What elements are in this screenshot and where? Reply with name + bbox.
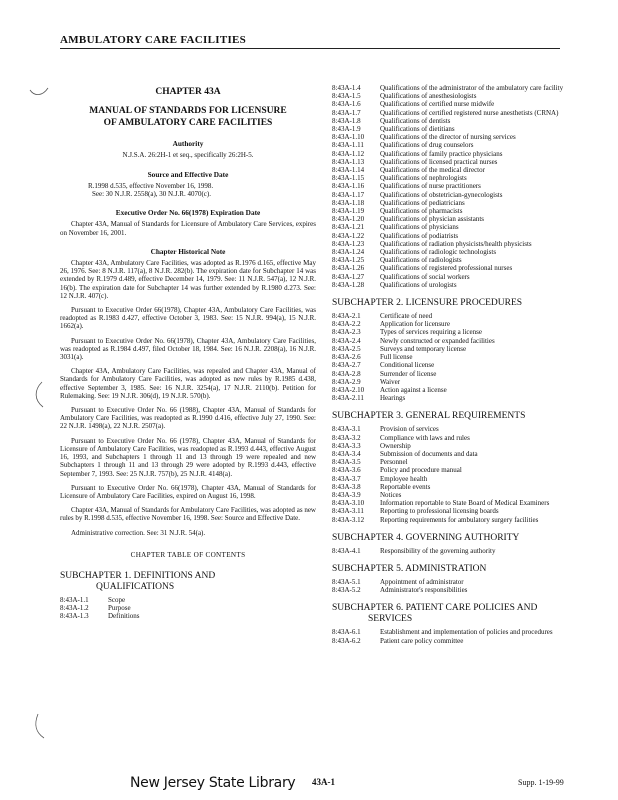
toc-row — [332, 425, 566, 433]
subchapter-6-heading-line-1: SUBCHAPTER 6. PATIENT CARE POLICIES AND — [332, 603, 538, 614]
scan-mark-1 — [28, 86, 52, 100]
toc-row — [332, 174, 566, 182]
section-title: Qualifications of the director of nursing services — [380, 133, 516, 142]
subchapter-3-list — [332, 425, 566, 523]
section-number: 8:43A-3.5 — [332, 458, 361, 467]
section-title: Definitions — [108, 612, 140, 621]
page-number: 43A-1 — [312, 777, 335, 787]
section-number: 8:43A-3.4 — [332, 449, 361, 458]
section-title: Qualifications of certified registered nurse anesthetists (CRNA) — [380, 108, 559, 117]
left-column — [60, 84, 316, 621]
chapter-number: CHAPTER 43A — [155, 87, 221, 97]
section-title: Purpose — [108, 604, 131, 613]
section-title: Qualifications of registered professional nurses — [380, 264, 513, 273]
section-number: 8:43A-1.12 — [332, 149, 365, 158]
history-paragraph: Pursuant to Executive Order No. 66 (1978), Chapter 43A, Manual of Standards for Licensure of Ambulatory Care Facilities, was readopted as R.1993 d.443, effective August 16, 1993, and Subchapters 1 through 11 and 13 through 19 were repealed and new Subchapters 1 through 11 and 13 through 29 were adopted by R.1993 d.443, effective September 7, 1993. See: 25 N.J.R. 757(b), 25 N.J.R. 4148(a). — [60, 436, 316, 478]
section-title: Qualifications of physician assistants — [380, 215, 485, 224]
toc-row — [332, 84, 566, 92]
source-text-line-2: See: 30 N.J.R. 2558(a), 30 N.J.R. 4070(c). — [92, 190, 211, 199]
section-number: 8:43A-1.24 — [332, 248, 365, 257]
toc-row — [332, 434, 566, 442]
right-column — [332, 84, 566, 645]
section-title: Qualifications of the medical director — [380, 166, 485, 175]
section-number: 8:43A-1.11 — [332, 141, 364, 150]
section-number: 8:43A-3.12 — [332, 515, 365, 524]
section-number: 8:43A-1.25 — [332, 256, 365, 265]
section-title: Qualifications of the administrator of the ambulatory care facility — [380, 84, 564, 92]
section-title: Types of services requiring a license — [380, 328, 482, 337]
toc-row — [332, 281, 566, 289]
subchapter-6-heading — [332, 603, 566, 625]
history-paragraph: Chapter 43A, Ambulatory Care Facilities, was adopted as R.1976 d.165, effective May 26, 1976. See: 8 N.J.R. 117(a), 8 N.J.R. 282(b). The expiration date for Subchapter 14 was extended by R.1979 d.489, effective December 14, 1979. See: 11 N.J.R. 547(a), 12 N.J.R. 16(b). The expiration date for Subchapter 14 was further extended by R.1980 d.273. See: 12 N.J.R. 407(c). — [60, 259, 316, 300]
section-number: 8:43A-1.16 — [332, 182, 365, 191]
toc-row — [332, 442, 566, 450]
subchapter-2-list — [332, 312, 566, 402]
section-title: Qualifications of dietitians — [380, 125, 455, 134]
toc-row — [332, 191, 566, 199]
section-number: 8:43A-2.10 — [332, 385, 365, 394]
section-title: Reporting to professional licensing boards — [380, 507, 499, 516]
toc-row — [332, 450, 566, 458]
toc-row — [332, 133, 566, 141]
subchapter-1-heading-line-1: SUBCHAPTER 1. DEFINITIONS AND — [60, 570, 216, 581]
section-title: Qualifications of pharmacists — [380, 207, 463, 216]
source-heading: Source and Effective Date — [147, 169, 229, 179]
subchapter-1-heading-line-2: QUALIFICATIONS — [96, 581, 175, 592]
toc-row — [332, 386, 566, 394]
section-title: Qualifications of nurse practitioners — [380, 182, 481, 191]
toc-row — [332, 378, 566, 386]
subchapter-4-heading: SUBCHAPTER 4. GOVERNING AUTHORITY — [332, 532, 520, 543]
section-number: 8:43A-6.1 — [332, 628, 361, 637]
section-title: Newly constructed or expanded facilities — [380, 336, 495, 345]
section-number: 8:43A-5.2 — [332, 586, 361, 595]
section-title: Establishment and implementation of policies and procedures — [380, 628, 553, 637]
toc-row — [332, 199, 566, 207]
section-title: Employee health — [380, 474, 428, 483]
history-paragraph: Chapter 43A, Ambulatory Care Facilities, was repealed and Chapter 43A, Manual of Standards for Ambulatory Care Facilities, was adopted as new rules by R.1985 d.438, effective September 3, 1985. See: 16 N.J.R. 3254(a), 17 N.J.R. 2110(b). Petition for Rulemaking. See: 19 N.J.R. 306(d), 19 N.J.R. 570(b). — [60, 367, 316, 400]
toc-list-left — [60, 596, 316, 621]
section-title: Conditional license — [380, 361, 435, 370]
section-title: Qualifications of anesthesiologists — [380, 92, 477, 101]
supplement-date: Supp. 1-19-99 — [518, 778, 564, 787]
toc-row — [332, 109, 566, 117]
section-number: 8:43A-1.20 — [332, 215, 365, 224]
section-number: 8:43A-1.28 — [332, 280, 365, 289]
toc-row — [332, 337, 566, 345]
toc-row — [332, 273, 566, 281]
subchapter-6-list — [332, 628, 566, 644]
toc-row — [332, 475, 566, 483]
toc-row — [332, 158, 566, 166]
section-number: 8:43A-2.11 — [332, 394, 364, 403]
section-title: Patient care policy committee — [380, 636, 464, 645]
section-number: 8:43A-2.6 — [332, 353, 361, 362]
section-number: 8:43A-2.8 — [332, 369, 361, 378]
subchapter-4-list — [332, 547, 566, 555]
scan-mark-3 — [30, 712, 48, 742]
toc-row — [332, 466, 566, 474]
chapter-title-line-2: OF AMBULATORY CARE FACILITIES — [103, 117, 273, 128]
section-title: Hearings — [380, 394, 406, 403]
library-stamp: New Jersey State Library — [130, 775, 296, 791]
section-number: 8:43A-1.9 — [332, 125, 361, 134]
section-title: Qualifications of radiation physicists/health physicists — [380, 239, 532, 248]
toc-row — [332, 345, 566, 353]
section-number: 8:43A-2.7 — [332, 361, 361, 370]
section-title: Policy and procedure manual — [380, 466, 462, 475]
toc-row — [60, 604, 316, 612]
section-title: Appointment of administrator — [380, 577, 464, 586]
section-title: Reporting requirements for ambulatory surgery facilities — [380, 515, 539, 524]
section-title: Qualifications of nephrologists — [380, 174, 467, 183]
subchapter-5-list — [332, 578, 566, 594]
source-text-line-1: R.1998 d.535, effective November 16, 1998. — [88, 181, 214, 190]
section-title: Qualifications of physicians — [380, 223, 459, 232]
section-title: Surveys and temporary license — [380, 344, 467, 353]
chapter-title-line-1: MANUAL OF STANDARDS FOR LICENSURE — [89, 106, 287, 117]
section-title: Certificate of need — [380, 312, 433, 321]
section-title: Qualifications of pediatricians — [380, 198, 465, 207]
section-title: Administrator's responsibilities — [380, 586, 468, 595]
section-number: 8:43A-2.2 — [332, 320, 361, 329]
subchapter-5-heading: SUBCHAPTER 5. ADMINISTRATION — [332, 563, 487, 574]
section-title: Qualifications of obstetrician-gynecologists — [380, 190, 503, 199]
section-number: 8:43A-3.7 — [332, 474, 361, 483]
section-number: 8:43A-2.5 — [332, 344, 361, 353]
subchapter-1-heading — [60, 571, 316, 593]
section-number: 8:43A-1.22 — [332, 231, 365, 240]
section-number: 8:43A-1.18 — [332, 198, 365, 207]
section-number: 8:43A-1.19 — [332, 207, 365, 216]
section-number: 8:43A-1.14 — [332, 166, 365, 175]
section-title: Qualifications of certified nurse midwife — [380, 100, 495, 109]
section-number: 8:43A-1.13 — [332, 157, 365, 166]
section-title: Ownership — [380, 441, 411, 450]
chapter-title — [60, 106, 316, 129]
subchapter-2-heading: SUBCHAPTER 2. LICENSURE PROCEDURES — [332, 298, 523, 309]
section-title: Notices — [380, 490, 402, 499]
section-number: 8:43A-1.5 — [332, 92, 361, 101]
toc-row — [332, 256, 566, 264]
section-number: 8:43A-1.6 — [332, 100, 361, 109]
toc-row — [60, 596, 316, 604]
executive-order-heading: Executive Order No. 66(1978) Expiration Date — [115, 208, 261, 218]
section-number: 8:43A-1.26 — [332, 264, 365, 273]
section-number: 8:43A-2.1 — [332, 312, 361, 321]
section-title: Qualifications of radiologic technologists — [380, 248, 497, 257]
section-title: Application for licensure — [380, 320, 450, 329]
section-title: Qualifications of dentists — [380, 116, 451, 125]
section-title: Qualifications of social workers — [380, 272, 470, 281]
section-number: 8:43A-1.15 — [332, 174, 365, 183]
section-number: 8:43A-1.2 — [60, 604, 89, 613]
section-number: 8:43A-3.3 — [332, 441, 361, 450]
history-paragraph: Chapter 43A, Manual of Standards for Ambulatory Care Facilities, was adopted as new rules by R.1998 d.535, effective November 16, 1998. See: Source and Effective Date. — [60, 506, 316, 523]
toc-row — [332, 637, 566, 645]
section-number: 8:43A-1.1 — [60, 595, 89, 604]
toc-row — [332, 586, 566, 594]
section-title: Qualifications of podiatrists — [380, 231, 459, 240]
executive-order-text: Chapter 43A, Manual of Standards for Licensure of Ambulatory Care Services, expires on November 16, 2001. — [60, 220, 316, 237]
section-number: 8:43A-3.2 — [332, 433, 361, 442]
history-paragraph: Pursuant to Executive Order No. 66(1978), Chapter 43A, Manual of Standards for Licensure of Ambulatory Care Facilities, expired on August 16, 1998. — [60, 483, 316, 500]
toc-row — [332, 499, 566, 507]
toc-row — [332, 150, 566, 158]
toc-row — [332, 507, 566, 515]
toc-row — [332, 141, 566, 149]
toc-row — [332, 215, 566, 223]
section-title: Full license — [380, 353, 413, 362]
scan-mark-2 — [32, 380, 46, 410]
historical-note-heading: Chapter Historical Note — [150, 246, 226, 256]
section-number: 8:43A-1.3 — [60, 612, 89, 621]
section-number: 8:43A-1.8 — [332, 116, 361, 125]
toc-row — [332, 370, 566, 378]
toc-row — [332, 207, 566, 215]
section-title: Provision of services — [380, 425, 439, 434]
section-title: Action against a license — [380, 385, 447, 394]
toc-heading: CHAPTER TABLE OF CONTENTS — [130, 550, 246, 559]
section-number: 8:43A-2.4 — [332, 336, 361, 345]
authority-text: N.J.S.A. 26:2H-1 et seq., specifically 26:2H-5. — [122, 151, 254, 160]
section-number: 8:43A-1.4 — [332, 84, 361, 92]
section-number: 8:43A-1.21 — [332, 223, 365, 232]
history-paragraph: Administrative correction. See: 31 N.J.R. 54(a). — [71, 528, 206, 537]
section-number: 8:43A-2.9 — [332, 377, 361, 386]
section-title: Surrender of license — [380, 369, 437, 378]
subchapter-3-heading: SUBCHAPTER 3. GENERAL REQUIREMENTS — [332, 411, 526, 422]
toc-row — [332, 125, 566, 133]
toc-row — [332, 361, 566, 369]
section-number: 8:43A-1.17 — [332, 190, 365, 199]
toc-row — [332, 547, 566, 555]
history-paragraph: Pursuant to Executive Order No. 66(1978), Chapter 43A, Ambulatory Care Facilities, was readopted as R.1984 d.497, filed October 18, 1984. See: 16 N.J.R. 2208(a), 16 N.J.R. 3031(a). — [60, 336, 316, 362]
section-number: 8:43A-2.3 — [332, 328, 361, 337]
authority-heading: Authority — [172, 139, 204, 149]
toc-row — [332, 483, 566, 491]
toc-row — [332, 240, 566, 248]
toc-row — [332, 578, 566, 586]
section-number: 8:43A-6.2 — [332, 636, 361, 645]
running-header: AMBULATORY CARE FACILITIES — [60, 34, 247, 46]
subchapter-6-heading-line-2: SERVICES — [368, 614, 413, 625]
section-title: Submission of documents and data — [380, 449, 478, 458]
source-text — [60, 182, 316, 198]
subchapter-1-continued-list — [332, 84, 566, 289]
section-title: Information reportable to State Board of Medical Examiners — [380, 499, 550, 508]
toc-row — [332, 92, 566, 100]
toc-row — [332, 264, 566, 272]
section-number: 8:43A-3.8 — [332, 482, 361, 491]
toc-row — [332, 248, 566, 256]
section-title: Waiver — [380, 377, 401, 386]
toc-row — [332, 166, 566, 174]
toc-row — [332, 100, 566, 108]
section-number: 8:43A-3.10 — [332, 499, 365, 508]
toc-row — [332, 312, 566, 320]
toc-row — [332, 458, 566, 466]
section-title: Qualifications of licensed practical nurses — [380, 157, 498, 166]
toc-row — [332, 117, 566, 125]
toc-row — [60, 612, 316, 620]
toc-row — [332, 353, 566, 361]
header-rule — [60, 48, 560, 49]
section-title: Qualifications of drug counselors — [380, 141, 474, 150]
section-number: 8:43A-3.6 — [332, 466, 361, 475]
toc-row — [332, 182, 566, 190]
toc-row — [332, 491, 566, 499]
history-paragraph: Pursuant to Executive Order 66(1978), Chapter 43A, Ambulatory Care Facilities, was readopted as R.1983 d.427, effective October 3, 1983. See: 15 N.J.R. 994(a), 15 N.J.R. 1662(a). — [60, 306, 316, 331]
section-title: Qualifications of radiologists — [380, 256, 462, 265]
history-paragraph: Pursuant to Executive Order No. 66 (1988), Chapter 43A, Manual of Standards for Ambulatory Care Facilities, was readopted as R.1990 d.416, effective July 27, 1990. See: 22 N.J.R. 1498(a), 22 N.J.R. 2507(a). — [60, 406, 316, 431]
section-title: Personnel — [380, 458, 408, 467]
section-title: Responsibility of the governing authority — [380, 546, 496, 555]
section-number: 8:43A-1.7 — [332, 108, 361, 117]
section-number: 8:43A-1.27 — [332, 272, 365, 281]
toc-row — [332, 394, 566, 402]
section-number: 8:43A-5.1 — [332, 577, 361, 586]
section-number: 8:43A-3.1 — [332, 425, 361, 434]
section-number: 8:43A-1.23 — [332, 239, 365, 248]
toc-row — [332, 223, 566, 231]
section-number: 8:43A-3.11 — [332, 507, 364, 516]
toc-row — [332, 628, 566, 636]
section-number: 8:43A-4.1 — [332, 546, 361, 555]
section-title: Compliance with laws and rules — [380, 433, 470, 442]
section-title: Scope — [108, 595, 126, 604]
toc-row — [332, 320, 566, 328]
section-title: Qualifications of family practice physicians — [380, 149, 503, 158]
toc-row — [332, 232, 566, 240]
toc-row — [332, 328, 566, 336]
section-title: Qualifications of urologists — [380, 280, 457, 289]
toc-row — [332, 516, 566, 524]
section-title: Reportable events — [380, 482, 431, 491]
section-number: 8:43A-1.10 — [332, 133, 365, 142]
section-number: 8:43A-3.9 — [332, 490, 361, 499]
